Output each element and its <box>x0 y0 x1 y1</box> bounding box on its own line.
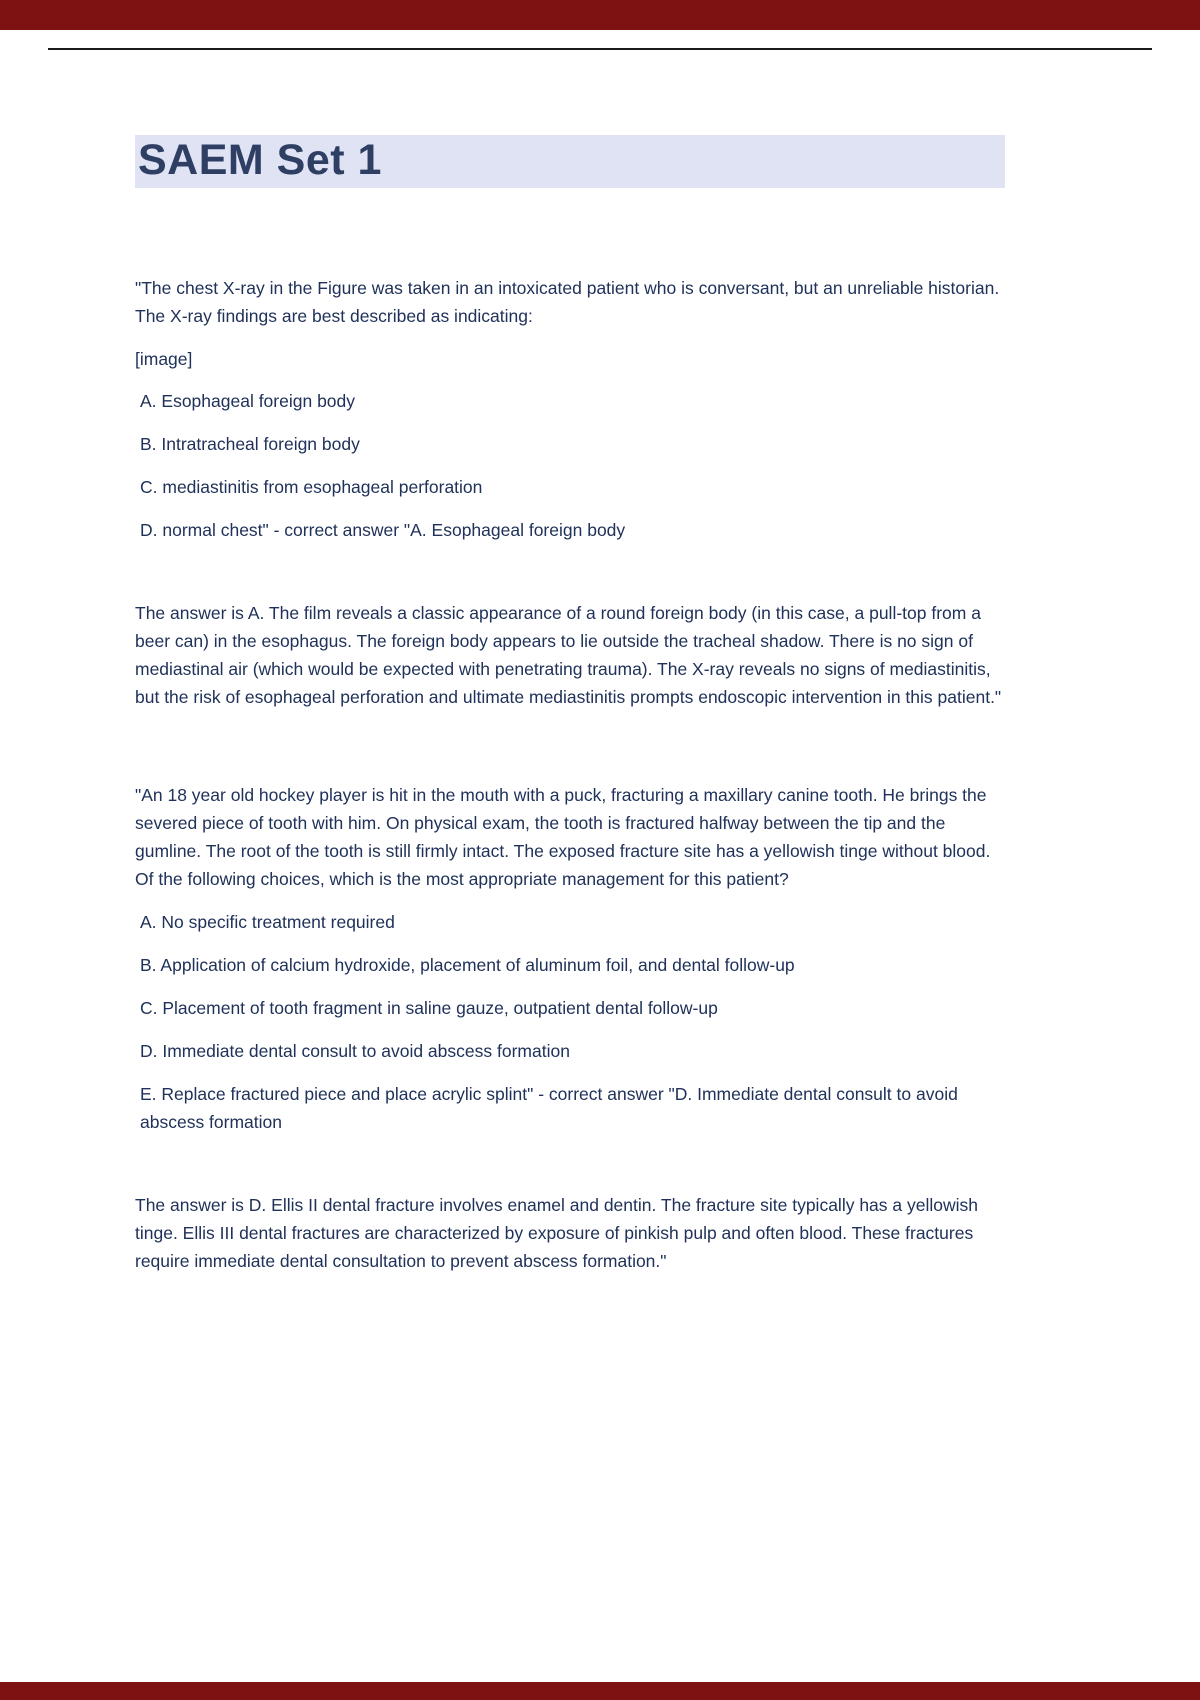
question-2-option-b: B. Application of calcium hydroxide, placement of aluminum foil, and dental follow-up <box>140 955 795 976</box>
document-content <box>0 135 1200 1275</box>
question-1-option-b: B. Intratracheal foreign body <box>140 434 360 455</box>
question-1-image-placeholder: [image] <box>135 349 193 370</box>
page-title: SAEM Set 1 <box>135 135 1005 188</box>
bottom-border-bar <box>0 1682 1200 1700</box>
question-2-explanation: The answer is D. Ellis II dental fracture involves enamel and dentin. The fracture site typically has a yellowish tinge. Ellis III dental fractures are characterized by exposure of pinkish pulp and often blood. These fractures require immediate dental consultation to prevent abscess formation." <box>135 1195 978 1272</box>
question-1-option-a: A. Esophageal foreign body <box>140 391 356 412</box>
question-2-option-a: A. No specific treatment required <box>140 912 395 933</box>
question-2-prompt: "An 18 year old hockey player is hit in the mouth with a puck, fracturing a maxillary canine tooth. He brings the severed piece of tooth with him. On physical exam, the tooth is fractured halfway between the tip and the gumline. The root of the tooth is still firmly intact. The exposed fracture site has a yellowish tinge without blood. Of the following choices, which is the most appropriate management for this patient? <box>135 785 991 890</box>
question-1-explanation: The answer is A. The film reveals a classic appearance of a round foreign body (in this case, a pull-top from a beer can) in the esophagus. The foreign body appears to lie outside the tracheal shadow. There is no sign of mediastinal air (which would be expected with penetrating trauma). The X-ray reveals no signs of mediastinitis, but the risk of esophageal perforation and ultimate mediastinitis prompts endoscopic intervention in this patient." <box>135 603 1002 708</box>
question-block-2 <box>135 781 1005 1275</box>
question-2-option-c: C. Placement of tooth fragment in saline gauze, outpatient dental follow-up <box>140 998 718 1019</box>
header-rule <box>48 48 1152 50</box>
top-border-bar <box>0 0 1200 30</box>
question-1-option-d: D. normal chest" - correct answer "A. Esophageal foreign body <box>140 520 626 541</box>
question-block-1 <box>135 274 1005 711</box>
question-2-option-e: E. Replace fractured piece and place acrylic splint" - correct answer "D. Immediate dental consult to avoid abscess formation <box>140 1084 958 1133</box>
question-1-option-c: C. mediastinitis from esophageal perforation <box>140 477 483 498</box>
question-2-option-d: D. Immediate dental consult to avoid abscess formation <box>140 1041 570 1062</box>
question-1-prompt: "The chest X-ray in the Figure was taken in an intoxicated patient who is conversant, but an unreliable historian. The X-ray findings are best described as indicating: <box>135 278 1000 327</box>
